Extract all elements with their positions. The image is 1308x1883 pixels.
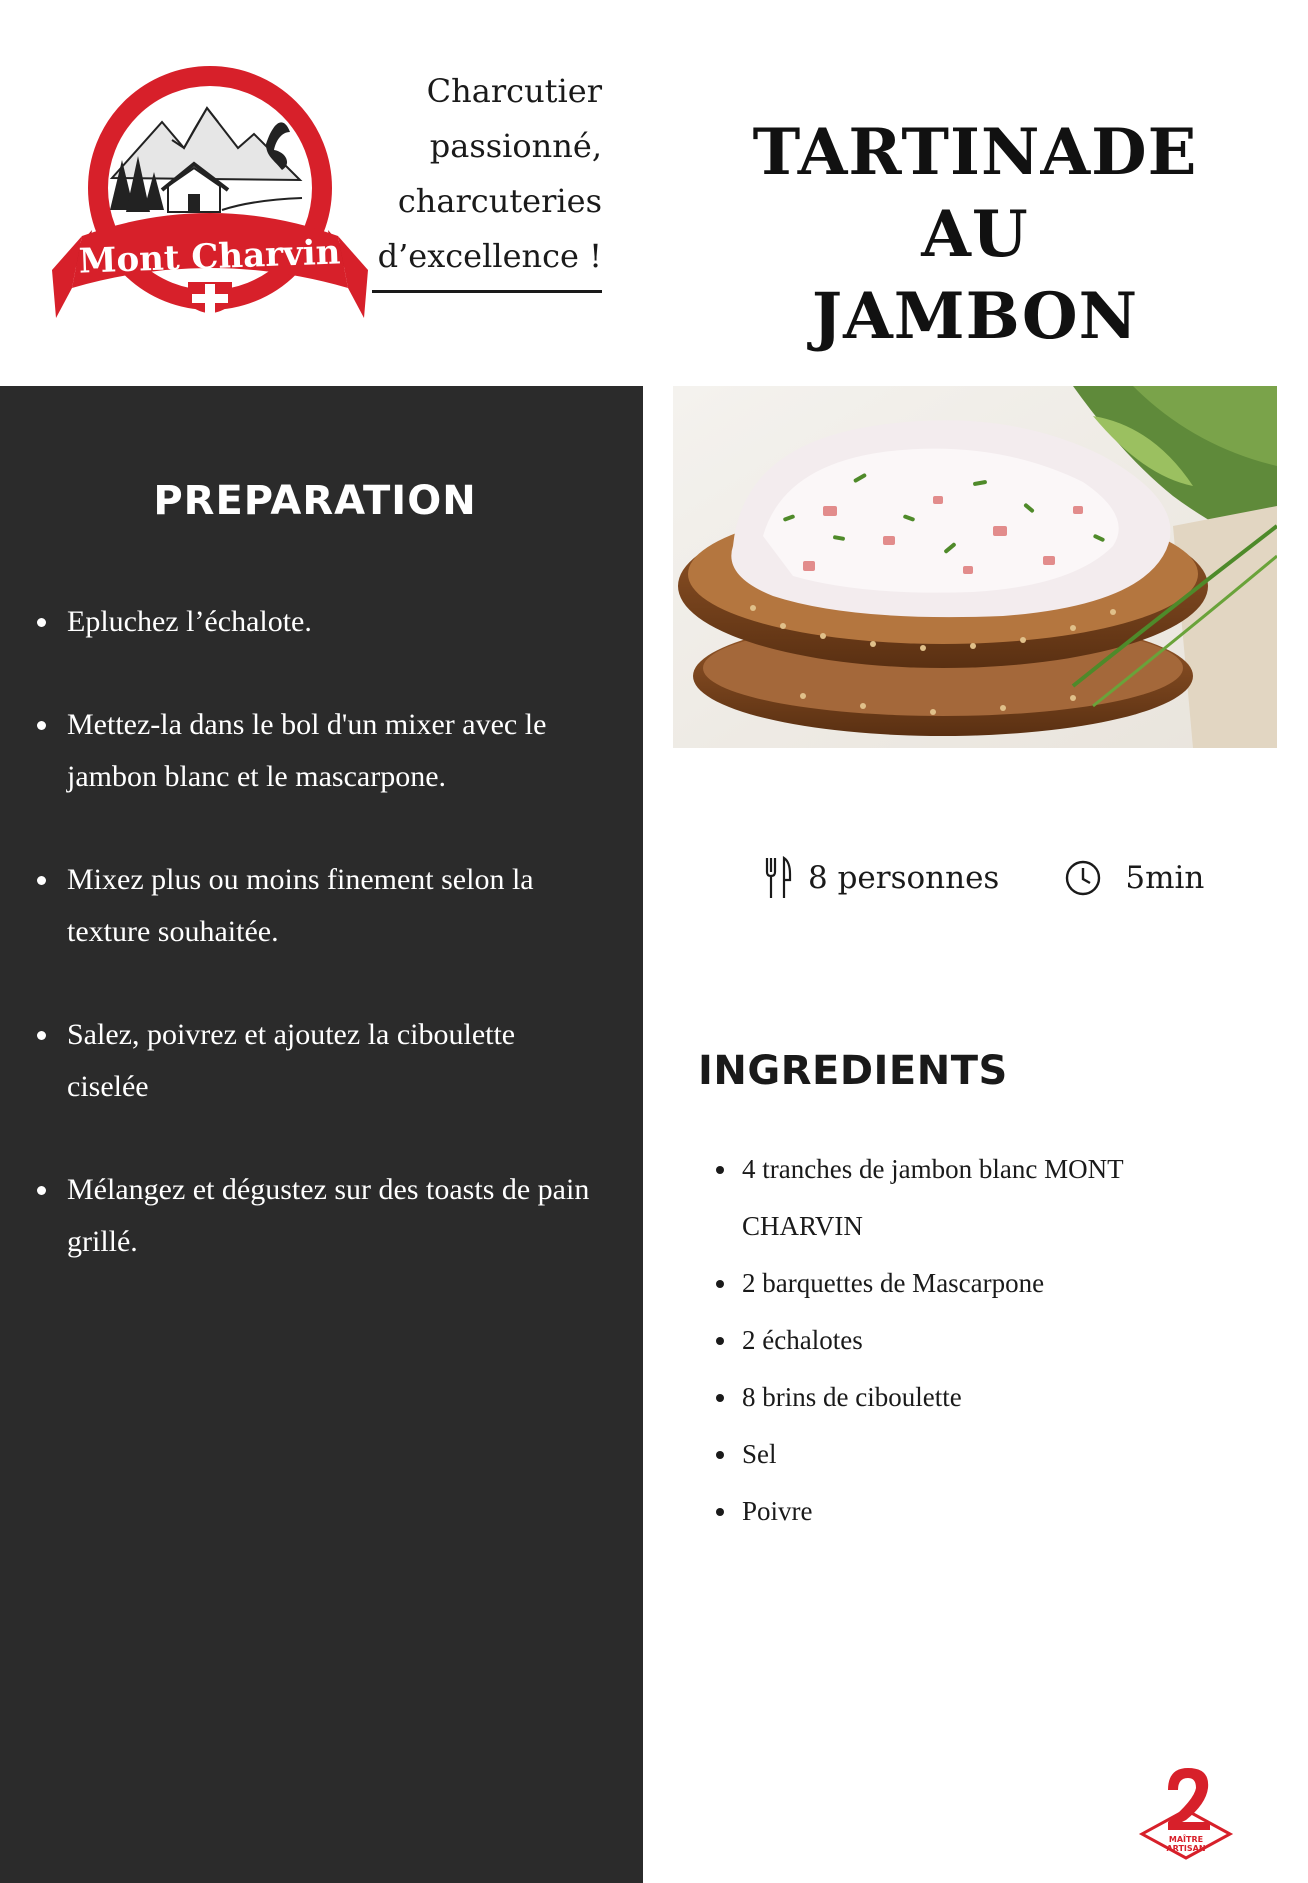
ingredient-item: Poivre: [712, 1483, 1232, 1540]
tagline-underline: [372, 290, 602, 293]
preparation-step: Epluchez l’échalote.: [35, 596, 595, 648]
tagline-line: passionné,: [429, 127, 602, 165]
preparation-step: Salez, poivrez et ajoutez la ciboulette ciselée: [35, 1009, 595, 1113]
time-info: [1063, 858, 1204, 898]
time-text: 5min: [1125, 860, 1205, 896]
ingredients-heading: INGREDIENTS: [698, 1048, 1008, 1094]
ingredient-item: 2 barquettes de Mascarpone: [712, 1255, 1232, 1312]
title-line: TARTINADE AU: [752, 115, 1198, 272]
recipe-meta: [764, 850, 1204, 906]
servings-text: 8 personnes: [808, 860, 1000, 896]
tagline-line: charcuteries: [397, 182, 602, 220]
ingredient-item: 2 échalotes: [712, 1312, 1232, 1369]
mont-charvin-logo: [52, 60, 368, 330]
brand-tagline: [340, 64, 602, 284]
preparation-step: Mixez plus ou moins finement selon la texture souhaitée.: [35, 854, 595, 958]
preparation-panel: [0, 386, 643, 1883]
recipe-photo: [673, 386, 1277, 748]
fork-knife-icon: [764, 856, 792, 900]
preparation-steps: [35, 596, 595, 1319]
badge-text-line2: ARTISAN: [1166, 1844, 1206, 1853]
logo-text: Mont Charvin: [78, 232, 342, 282]
ingredient-item: 4 tranches de jambon blanc MONT CHARVIN: [712, 1141, 1232, 1255]
title-line: JAMBON: [811, 279, 1139, 354]
badge-text-line1: MAÎTRE: [1168, 1835, 1204, 1844]
tagline-line: d’excellence !: [377, 237, 602, 275]
servings-info: [764, 856, 999, 900]
clock-icon: [1063, 858, 1103, 898]
ingredient-item: Sel: [712, 1426, 1232, 1483]
preparation-step: Mettez-la dans le bol d'un mixer avec le jambon blanc et le mascarpone.: [35, 699, 595, 803]
preparation-heading: PREPARATION: [153, 478, 477, 524]
recipe-title: [690, 112, 1260, 358]
tagline-line: Charcutier: [426, 72, 602, 110]
ingredients-list: [712, 1141, 1232, 1540]
preparation-step: Mélangez et dégustez sur des toasts de pain grillé.: [35, 1164, 595, 1268]
maitre-artisan-badge: [1138, 1764, 1234, 1860]
ingredient-item: 8 brins de ciboulette: [712, 1369, 1232, 1426]
